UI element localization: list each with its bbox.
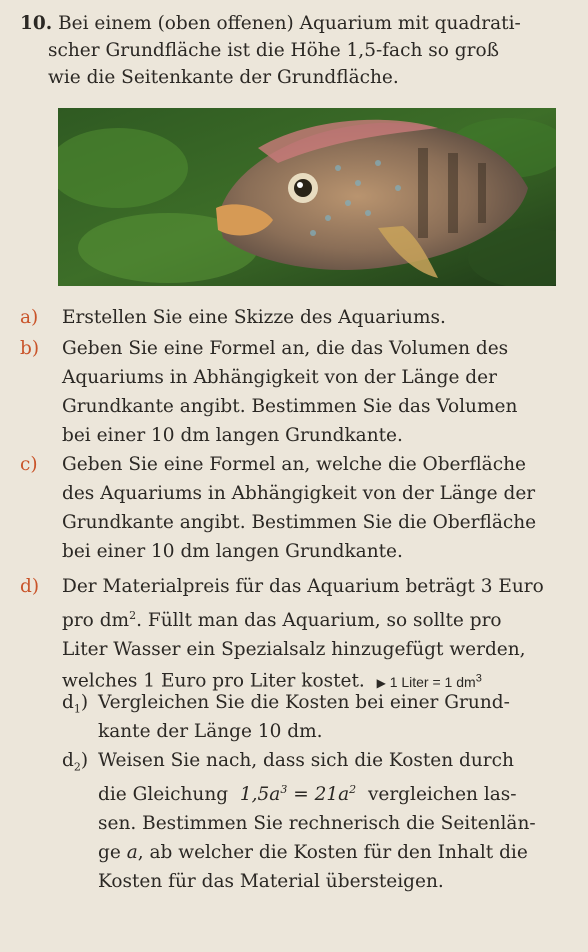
task-d-line-4: welches 1 Euro pro Liter kostet. ▶ 1 Liter = 1 $dm^3$ xyxy=(62,670,482,692)
task-c-line-4: bei einer 10 dm langen Grundkante. xyxy=(62,541,403,562)
subtask-d1-line-2: kante der Länge 10 dm. xyxy=(98,721,323,742)
equation: $1,5a^3 = 21a^2$ xyxy=(239,783,357,806)
task-d-label: d) xyxy=(20,576,40,597)
task-c-line-2: des Aquariums in Abhängigkeit von der Länge der xyxy=(62,483,536,504)
task-c-label: c) xyxy=(20,454,38,475)
subtask-d1 xyxy=(62,688,510,746)
subtask-d2-line-4: ge a, ab welcher die Kosten für den Inhalt die xyxy=(98,842,528,864)
unit-note: ▶ 1 Liter = 1 $dm^3$ xyxy=(376,672,482,690)
intro-line-3: wie die Seitenkante der Grundfläche. xyxy=(48,67,399,88)
task-b-line-3: Grundkante angibt. Bestimmen Sie das Volumen xyxy=(62,396,518,417)
task-b-line-1: Geben Sie eine Formel an, die das Volumen des xyxy=(62,338,509,359)
task-a xyxy=(20,303,446,332)
exercise-intro xyxy=(20,10,580,91)
subtask-d2-line-1: Weisen Sie nach, dass sich die Kosten durch xyxy=(98,750,514,771)
task-a-label: a) xyxy=(20,307,39,328)
task-b xyxy=(20,334,517,450)
fish-photo xyxy=(58,108,556,286)
task-b-line-4: bei einer 10 dm langen Grundkante. xyxy=(62,425,403,446)
task-d xyxy=(20,572,544,698)
subtask-d1-line-1: Vergleichen Sie die Kosten bei einer Grund- xyxy=(98,692,510,713)
intro-line-1: Bei einem (oben offenen) Aquarium mit quadrati- xyxy=(58,13,521,34)
task-c xyxy=(20,450,536,566)
task-d-line-2: pro $dm^2$. Füllt man das Aquarium, so sollte pro xyxy=(62,609,502,632)
subtask-d2-line-5: Kosten für das Material übersteigen. xyxy=(98,871,444,893)
note-arrow-icon: ▶ xyxy=(376,675,386,690)
exercise-number: 10. xyxy=(20,13,53,34)
subtask-d2-label: $d_2$) xyxy=(62,750,89,774)
task-d-line-3: Liter Wasser ein Spezialsalz hinzugefügt werden, xyxy=(62,639,526,661)
task-b-label: b) xyxy=(20,338,40,359)
intro-line-2: scher Grundfläche ist die Höhe 1,5-fach so groß xyxy=(48,40,499,61)
task-b-line-2: Aquariums in Abhängigkeit von der Länge der xyxy=(62,367,497,388)
subtask-d2 xyxy=(62,746,536,896)
task-a-line-1: Erstellen Sie eine Skizze des Aquariums. xyxy=(62,307,446,328)
task-d-line-1: Der Materialpreis für das Aquarium beträgt 3 Euro xyxy=(62,576,544,597)
subtask-d2-line-2: die Gleichung $1,5a^3 = 21a^2$ vergleichen las- xyxy=(98,783,517,806)
task-c-line-1: Geben Sie eine Formel an, welche die Oberfläche xyxy=(62,454,526,475)
subtask-d1-label: $d_1$) xyxy=(62,692,89,716)
task-c-line-3: Grundkante angibt. Bestimmen Sie die Oberfläche xyxy=(62,512,537,533)
subtask-d2-line-3: sen. Bestimmen Sie rechnerisch die Seitenlän- xyxy=(98,813,536,835)
fish-photo-icon xyxy=(58,108,556,286)
